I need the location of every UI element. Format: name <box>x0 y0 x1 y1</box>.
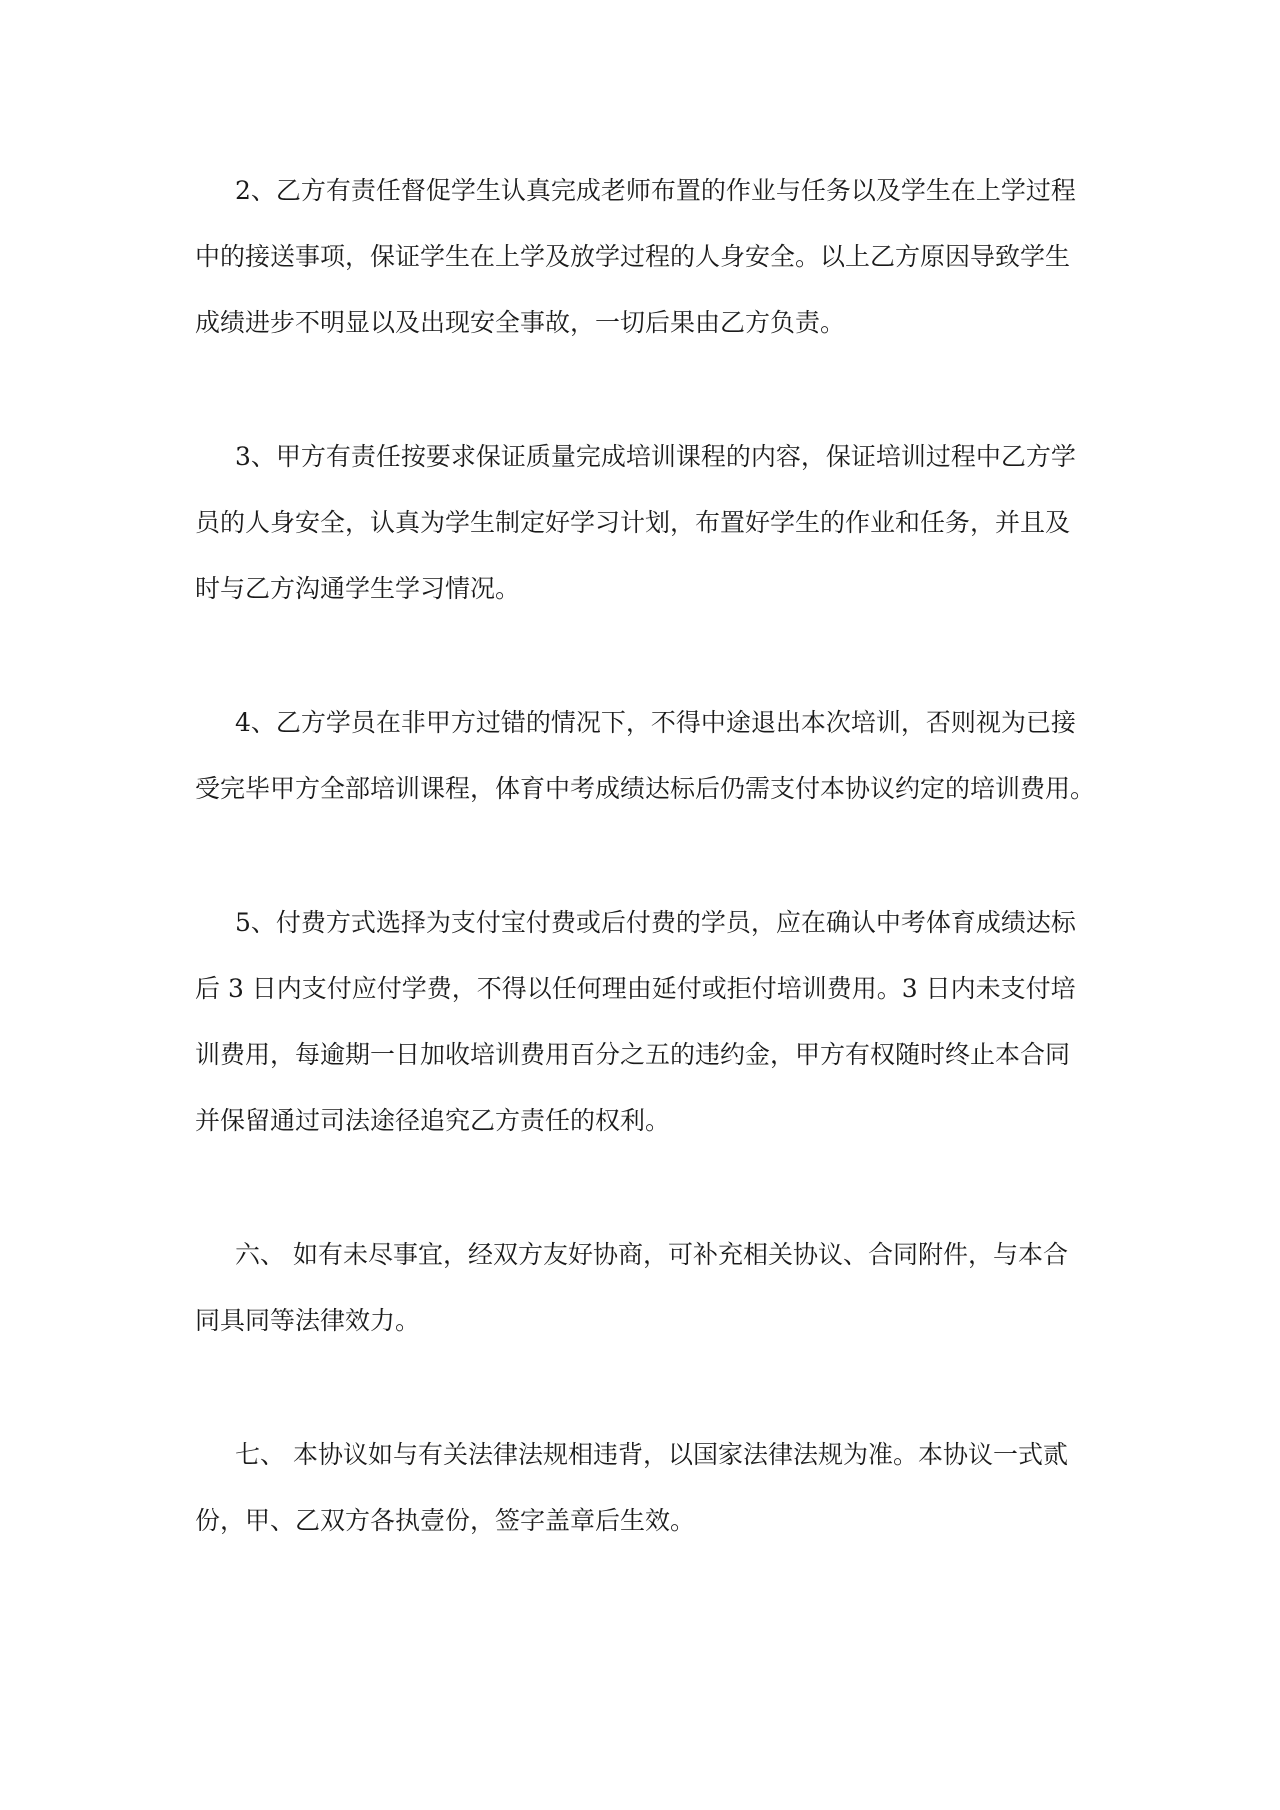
clause-3-paragraph <box>195 424 1095 622</box>
paragraph-line: 5、付费方式选择为支付宝付费或后付费的学员，应在确认中考体育成绩达标 <box>235 908 1076 937</box>
paragraph-line: 份，甲、乙双方各执壹份，签字盖章后生效。 <box>195 1506 696 1535</box>
paragraph-line: 4、乙方学员在非甲方过错的情况下，不得中途退出本次培训，否则视为已接 <box>235 708 1076 737</box>
clause-5-paragraph <box>195 890 1095 1154</box>
paragraph-line: 并保留通过司法途径追究乙方责任的权利。 <box>195 1106 671 1135</box>
clause-4-paragraph <box>195 690 1095 822</box>
paragraph-line: 后 3 日内支付应付学费，不得以任何理由延付或拒付培训费用。3 日内未支付培 <box>195 974 1076 1003</box>
paragraph-line: 时与乙方沟通学生学习情况。 <box>195 574 521 603</box>
paragraph-line: 3、甲方有责任按要求保证质量完成培训课程的内容，保证培训过程中乙方学 <box>235 442 1076 471</box>
paragraph-line: 七、 本协议如与有关法律法规相违背，以国家法律法规为准。本协议一式贰 <box>235 1440 1068 1469</box>
paragraph-line: 六、 如有未尽事宜，经双方友好协商，可补充相关协议、合同附件，与本合 <box>235 1240 1068 1269</box>
paragraph-line: 成绩进步不明显以及出现安全事故，一切后果由乙方负责。 <box>195 308 846 337</box>
paragraph-line: 训费用，每逾期一日加收培训费用百分之五的违约金，甲方有权随时终止本合同 <box>195 1040 1071 1069</box>
paragraph-line: 中的接送事项，保证学生在上学及放学过程的人身安全。以上乙方原因导致学生 <box>195 242 1071 271</box>
paragraph-line: 受完毕甲方全部培训课程，体育中考成绩达标后仍需支付本协议约定的培训费用。 <box>195 774 1096 803</box>
paragraph-line: 员的人身安全，认真为学生制定好学习计划，布置好学生的作业和任务，并且及 <box>195 508 1071 537</box>
paragraph-line: 同具同等法律效力。 <box>195 1306 421 1335</box>
clause-7-paragraph <box>195 1422 1095 1554</box>
paragraph-line: 2、乙方有责任督促学生认真完成老师布置的作业与任务以及学生在上学过程 <box>235 176 1076 205</box>
clause-2-paragraph <box>195 158 1095 356</box>
clause-6-paragraph <box>195 1222 1095 1354</box>
